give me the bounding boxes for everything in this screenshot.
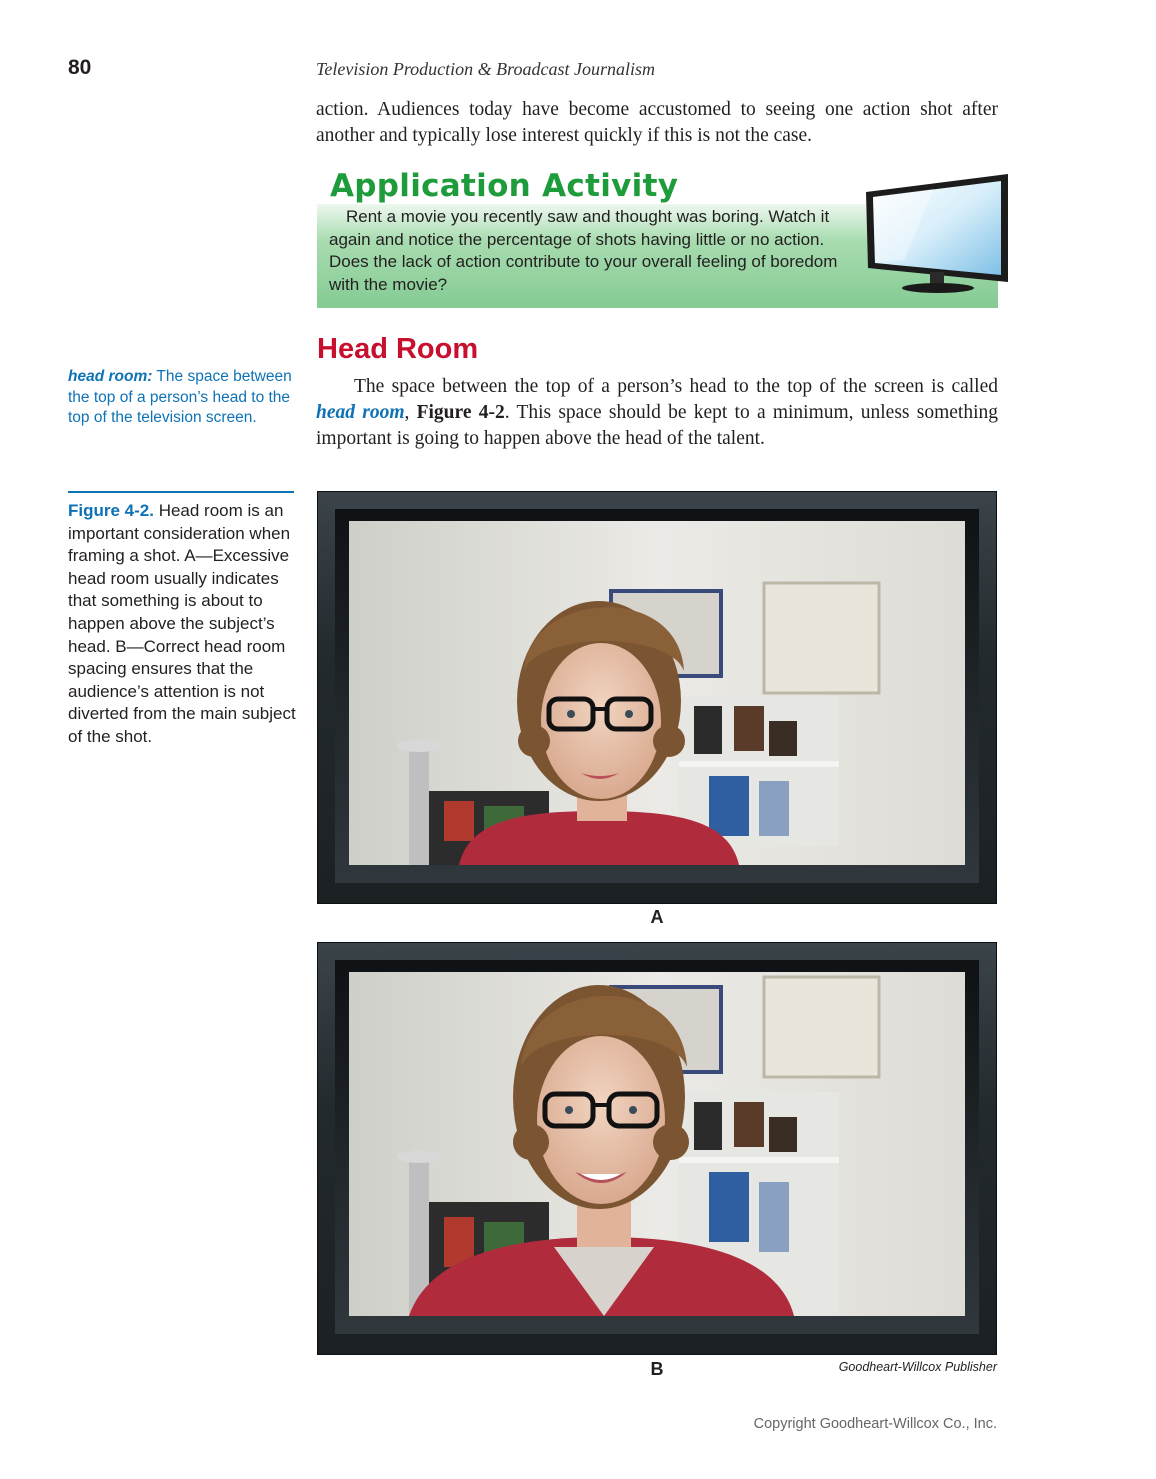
photo-illustration-b — [349, 972, 965, 1316]
activity-title: Application Activity — [330, 168, 679, 204]
section-body — [316, 374, 998, 452]
activity-text: Rent a movie you recently saw and thought was boring. Watch it again and notice the percentage of shots having little or no action. Does the lack of action contribute to your overall feeling of boredom with the movie? — [329, 207, 838, 294]
caption-rule — [68, 491, 294, 493]
definition-text: The space between the top of a person’s head to the top of the television screen. — [68, 368, 292, 426]
intro-paragraph: action. Audiences today have become accustomed to seeing one action shot after another and typically lose interest quickly if this is not the case. — [316, 99, 998, 146]
panel-label-b: B — [650, 1359, 664, 1379]
television-icon — [864, 172, 1012, 294]
figure-label: Figure 4-2. — [68, 501, 154, 520]
section-heading: Head Room — [317, 333, 479, 365]
key-term: head room — [316, 402, 405, 423]
figure-panel-a-frame — [317, 491, 997, 904]
figure-panel-b-frame — [317, 942, 997, 1355]
margin-definition — [68, 367, 294, 429]
body-text-part: , — [404, 402, 417, 423]
figure-reference: Figure 4-2 — [416, 402, 505, 423]
tv-bezel — [335, 960, 979, 1334]
photo-illustration-a — [349, 521, 965, 865]
running-head: Television Production & Broadcast Journalism — [316, 59, 655, 79]
figure-photo-b — [349, 972, 965, 1316]
figure-caption — [68, 500, 296, 749]
body-text-part: . This space should be kept to a minimum, unless something important is going to happen above the head of the talent. — [316, 402, 998, 449]
figure-photo-a — [349, 521, 965, 865]
caption-text: Head room is an important consideration when framing a shot. A—Excessive head room usually indicates that something is about to happen above the subject’s head. B—Correct head room spacing ensures that the audience’s attention is not diverted from the main subject of the shot. — [68, 501, 296, 746]
copyright-notice: Copyright Goodheart-Willcox Co., Inc. — [753, 1416, 997, 1432]
application-activity-box — [317, 168, 998, 308]
definition-term: head room: — [68, 368, 153, 385]
body-text-part: The space between the top of a person’s head to the top of the screen is called — [354, 376, 998, 397]
figure-credit: Goodheart-Willcox Publisher — [838, 1360, 997, 1374]
page-number: 80 — [68, 56, 92, 79]
panel-label-a: A — [650, 907, 664, 927]
tv-bezel — [335, 509, 979, 883]
